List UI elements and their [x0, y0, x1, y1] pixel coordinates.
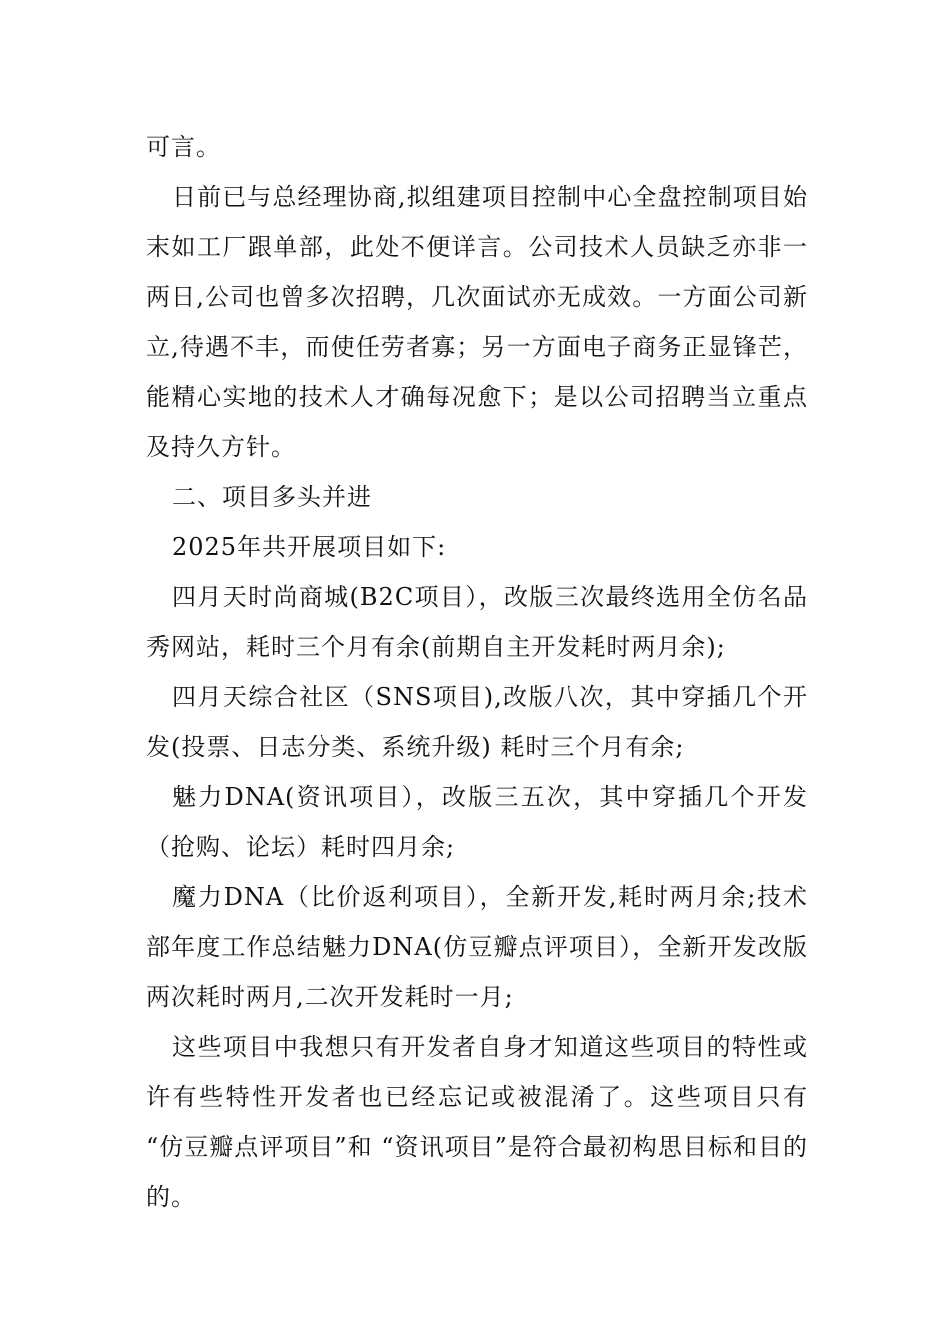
paragraph-continuation: 可言。 [146, 133, 221, 161]
project-item-sns: 四月天综合社区（SNS项目),改版八次，其中穿插几个开发(投票、日志分类、系统升级) 耗时三个月有余; [146, 683, 808, 761]
project-item-rebate: 魔力DNA（比价返利项目），全新开发,耗时两月余;技术部年度工作总结魅力DNA(仿豆瓣点评项目），全新开发改版两次耗时两月,二次开发耗时一月; [146, 883, 808, 1011]
paragraph-intro: 2025年共开展项目如下: [172, 533, 447, 561]
project-item-b2c: 四月天时尚商城(B2C项目），改版三次最终选用全仿名品秀网站，耗时三个月有余(前期自主开发耗时两月余); [146, 583, 808, 661]
project-item-news: 魅力DNA(资讯项目），改版三五次，其中穿插几个开发（抢购、论坛）耗时四月余; [146, 783, 808, 861]
document-body [146, 122, 808, 1222]
section-heading: 二、项目多头并进 [172, 483, 372, 511]
paragraph-summary: 这些项目中我想只有开发者自身才知道这些项目的特性或许有些特性开发者也已经忘记或被混淆了。这些项目只有 “仿豆瓣点评项目”和 “资讯项目”是符合最初构思目标和目的的。 [146, 1033, 808, 1211]
paragraph-recruitment: 日前已与总经理协商,拟组建项目控制中心全盘控制项目始末如工厂跟单部，此处不便详言。公司技术人员缺乏亦非一两日,公司也曾多次招聘，几次面试亦无成效。一方面公司新立,待遇不丰，而使任劳者寡；另一方面电子商务正显锋芒，能精心实地的技术人才确每况愈下；是以公司招聘当立重点及持久方针。 [146, 183, 808, 461]
